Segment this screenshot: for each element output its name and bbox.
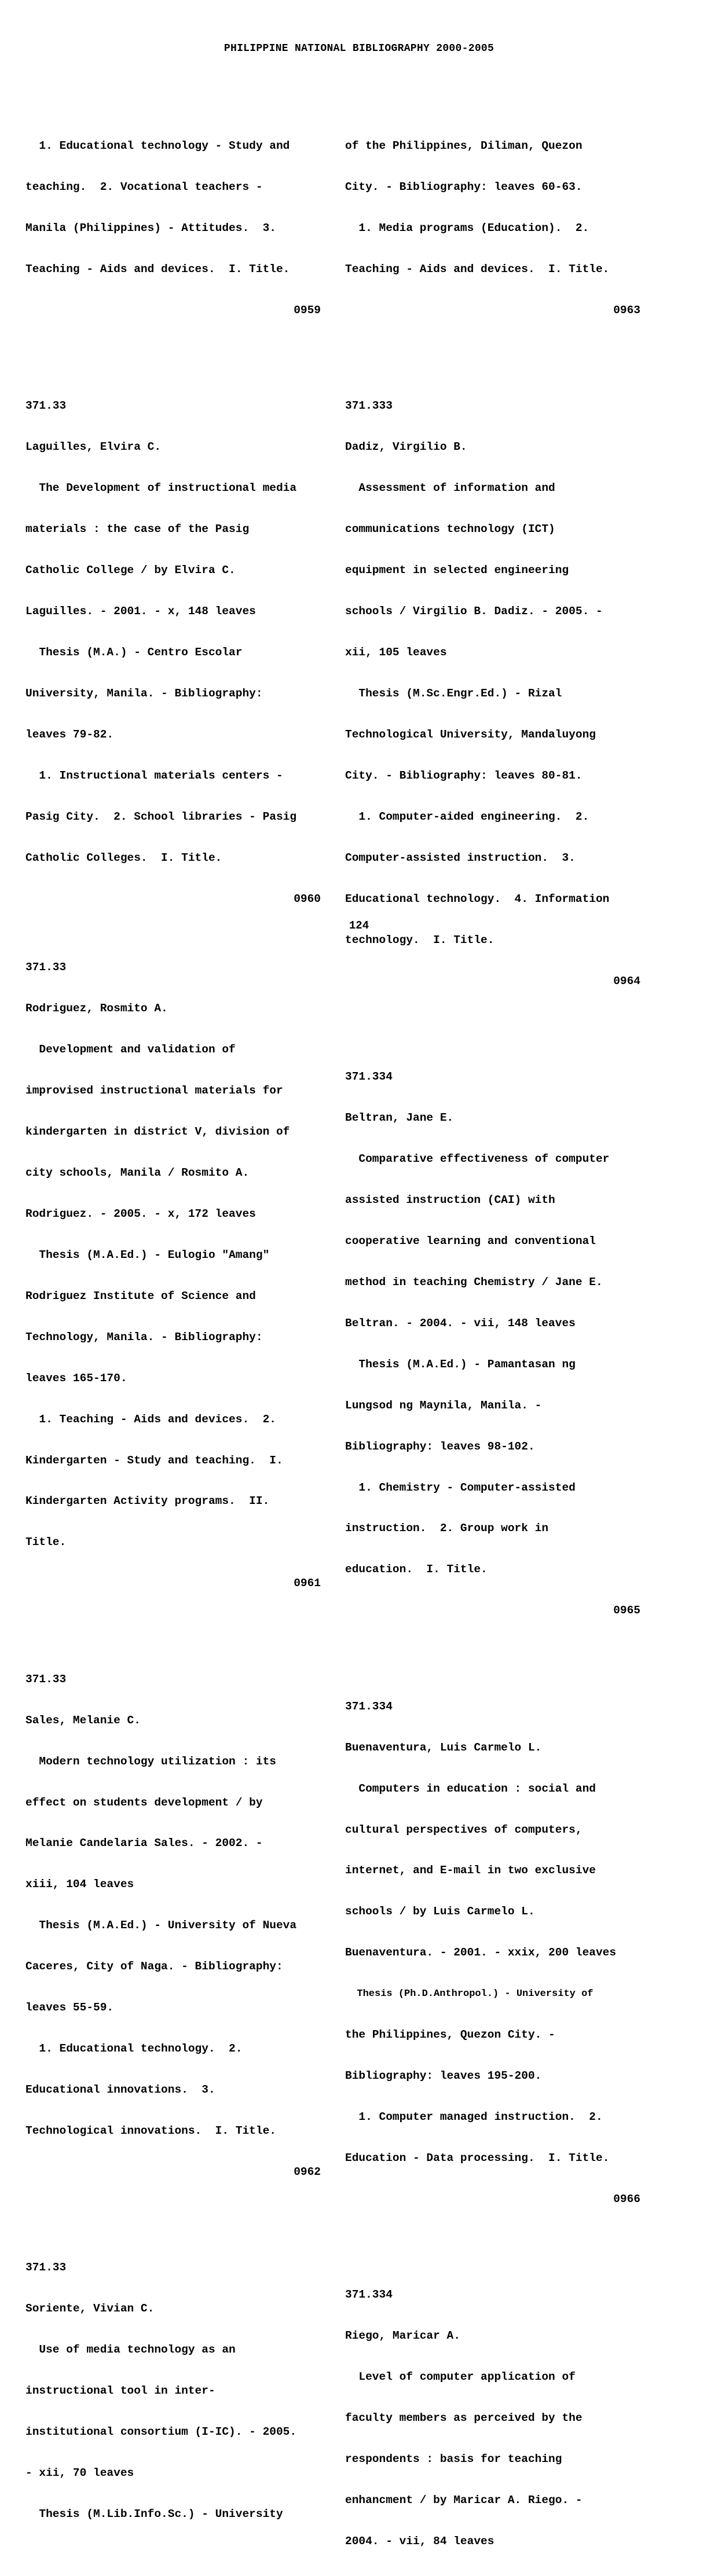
entry-line: University, Manila. - Bibliography: [25, 687, 263, 700]
entry-line: Caceres, City of Naga. - Bibliography: [25, 1960, 283, 1973]
entry-line: cultural perspectives of computers, [345, 1823, 583, 1836]
entry-line: Thesis (M.A.Ed.) - Pamantasan ng [345, 1357, 576, 1371]
entry-line: Teaching - Aids and devices. I. Title. [25, 263, 290, 276]
entry-line: city schools, Manila / Rosmito A. [25, 1166, 250, 1179]
call-number: 371.33 [25, 2261, 67, 2274]
entry-line: of the Philippines, Diliman, Quezon [345, 140, 583, 153]
entry-line: communications technology (ICT) [345, 523, 555, 536]
entry-line: Teaching - Aids and devices. I. Title. [345, 263, 610, 276]
entry-line: leaves 55-59. [25, 2001, 114, 2014]
right-column [345, 112, 640, 2576]
entry-0963 [345, 112, 640, 345]
entry-line: The Development of instructional media [25, 482, 297, 495]
entry-soriente [25, 2234, 321, 2549]
entry-number: 0959 [294, 304, 321, 317]
entry-0965 [345, 1043, 640, 1646]
author: Dadiz, Virgilio B. [345, 441, 467, 454]
entry-line: Bibliography: leaves 195-200. [345, 2069, 542, 2083]
entry-line: Computers in education : social and [345, 1782, 596, 1795]
entry-number: 0966 [613, 2193, 640, 2206]
entry-number: 0964 [613, 974, 640, 988]
entry-line: Catholic Colleges. I. Title. [25, 851, 222, 864]
author: Laguilles, Elvira C. [25, 441, 162, 454]
entry-line: Rodriguez Institute of Science and [25, 1289, 256, 1302]
entry-line: 1. Educational technology. 2. [25, 2042, 243, 2056]
call-number: 371.33 [25, 1672, 67, 1686]
entry-line: Level of computer application of [345, 2370, 576, 2384]
entry-line: schools / Virgilio B. Dadiz. - 2005. - [345, 605, 603, 618]
entry-line: cooperative learning and conventional [345, 1234, 596, 1247]
call-number: 371.333 [345, 399, 393, 413]
entry-line: technology. I. Title. [345, 933, 494, 946]
entry-line: Comparative effectiveness of computer [345, 1152, 610, 1165]
entry-line: instruction. 2. Group work in [345, 1522, 549, 1535]
entry-line: Thesis (M.A.) - Centro Escolar [25, 646, 243, 659]
call-number: 371.33 [25, 961, 67, 974]
entry-line: Thesis (M.Sc.Engr.Ed.) - Rizal [345, 687, 562, 700]
entry-number: 0963 [613, 304, 640, 317]
author: Buenaventura, Luis Carmelo L. [345, 1741, 542, 1754]
author: Sales, Melanie C. [25, 1713, 141, 1727]
entry-0961 [25, 934, 321, 1619]
entry-line: Modern technology utilization : its [25, 1755, 276, 1768]
entry-line: Manila (Philippines) - Attitudes. 3. [25, 222, 276, 235]
entry-line: instructional tool in inter- [25, 2384, 215, 2398]
entry-line: respondents : basis for teaching [345, 2453, 562, 2466]
entry-line: education. I. Title. [345, 1563, 488, 1576]
entry-number: 0960 [294, 892, 321, 905]
entry-number: 0965 [613, 1604, 640, 1617]
entry-line: - xii, 70 leaves [25, 2467, 134, 2480]
entry-line: kindergarten in district V, division of [25, 1125, 290, 1138]
call-number: 371.334 [345, 1700, 393, 1713]
entry-line: equipment in selected engineering [345, 564, 569, 577]
entry-line: Buenaventura. - 2001. - xxix, 200 leaves [345, 1946, 617, 1959]
entry-line: 2004. - vii, 84 leaves [345, 2535, 494, 2548]
author: Rodriguez, Rosmito A. [25, 1002, 168, 1015]
author: Riego, Maricar A. [345, 2329, 460, 2343]
author: Soriente, Vivian C. [25, 2302, 155, 2316]
entry-line: enhancment / by Maricar A. Riego. - [345, 2494, 583, 2507]
entry-line: Pasig City. 2. School libraries - Pasig [25, 810, 297, 823]
entry-line: teaching. 2. Vocational teachers - [25, 181, 263, 194]
entry-line: 1. Computer managed instruction. 2. [345, 2111, 603, 2124]
entry-line: Catholic College / by Elvira C. [25, 564, 236, 577]
entry-line: assisted instruction (CAI) with [345, 1193, 555, 1206]
entry-line: Kindergarten Activity programs. II. [25, 1495, 270, 1508]
entry-line: Laguilles. - 2001. - x, 148 leaves [25, 605, 256, 618]
entry-line: Thesis (Ph.D.Anthropol.) - University of [345, 1988, 594, 2000]
entry-line: the Philippines, Quezon City. - [345, 2028, 555, 2042]
entry-line: leaves 79-82. [25, 728, 114, 742]
entry-line: internet, and E-mail in two exclusive [345, 1864, 596, 1877]
entry-line: City. - Bibliography: leaves 60-63. [345, 181, 583, 194]
entry-line: Rodriguez. - 2005. - x, 172 leaves [25, 1207, 256, 1220]
entry-line: Technological University, Mandaluyong [345, 728, 596, 742]
call-number: 371.33 [25, 399, 67, 413]
entry-line: faculty members as perceived by the [345, 2412, 583, 2425]
entry-line: effect on students development / by [25, 1796, 263, 1809]
entry-line: Lungsod ng Maynila, Manila. - [345, 1399, 542, 1412]
entry-line: institutional consortium (I-IC). - 2005. [25, 2425, 297, 2439]
entry-line: improvised instructional materials for [25, 1084, 283, 1097]
entry-line: xiii, 104 leaves [25, 1878, 134, 1891]
call-number: 371.334 [345, 1070, 393, 1083]
entry-line: materials : the case of the Pasig [25, 523, 250, 536]
entry-line: 1. Chemistry - Computer-assisted [345, 1481, 576, 1494]
entry-line: Beltran. - 2004. - vii, 148 leaves [345, 1316, 576, 1330]
page-header: PHILIPPINE NATIONAL BIBLIOGRAPHY 2000-2005 [224, 43, 494, 54]
entry-line: Title. [25, 1536, 67, 1549]
entry-line: Educational technology. 4. Information [345, 892, 610, 905]
entry-line: schools / by Luis Carmelo L. [345, 1905, 535, 1918]
entry-line: 1. Media programs (Education). 2. [345, 222, 589, 235]
entry-0962 [25, 1645, 321, 2207]
page-number: 124 [349, 919, 369, 932]
entry-line: Education - Data processing. I. Title. [345, 2152, 610, 2165]
entry-line: Kindergarten - Study and teaching. I. [25, 1454, 283, 1467]
left-column [25, 112, 321, 2549]
entry-line: 1. Computer-aided engineering. 2. [345, 810, 589, 823]
entry-line: 1. Instructional materials centers - [25, 769, 283, 782]
entry-number: 0961 [294, 1577, 321, 1590]
entry-line: 1. Teaching - Aids and devices. 2. [25, 1412, 276, 1426]
entry-line: leaves 165-170. [25, 1371, 127, 1385]
entry-0960 [25, 372, 321, 934]
entry-continuation-left [25, 112, 321, 345]
entry-line: Thesis (M.Lib.Info.Sc.) - University [25, 2508, 283, 2521]
entry-line: Thesis (M.A.Ed.) - Eulogio "Amang" [25, 1248, 270, 1261]
entry-line: method in teaching Chemistry / Jane E. [345, 1275, 603, 1289]
entry-line: Development and validation of [25, 1043, 236, 1056]
entry-line: 1. Educational technology - Study and [25, 140, 290, 153]
entry-line: Assessment of information and [345, 482, 555, 495]
author: Beltran, Jane E. [345, 1111, 454, 1124]
entry-line: Thesis (M.A.Ed.) - University of Nueva [25, 1919, 297, 1932]
entry-0966 [345, 1672, 640, 2234]
entry-line: City. - Bibliography: leaves 80-81. [345, 769, 583, 782]
entry-line: Educational innovations. 3. [25, 2083, 215, 2097]
entry-line: Technological innovations. I. Title. [25, 2124, 276, 2138]
entry-line: Bibliography: leaves 98-102. [345, 1440, 535, 1453]
entry-line: Use of media technology as an [25, 2343, 236, 2357]
call-number: 371.334 [345, 2288, 393, 2302]
entry-line: Technology, Manila. - Bibliography: [25, 1330, 263, 1344]
entry-line: Melanie Candelaria Sales. - 2002. - [25, 1837, 263, 1850]
entry-line: xii, 105 leaves [345, 646, 447, 659]
entry-line: Computer-assisted instruction. 3. [345, 851, 576, 864]
entry-number: 0962 [294, 2166, 321, 2179]
entry-riego [345, 2261, 640, 2576]
